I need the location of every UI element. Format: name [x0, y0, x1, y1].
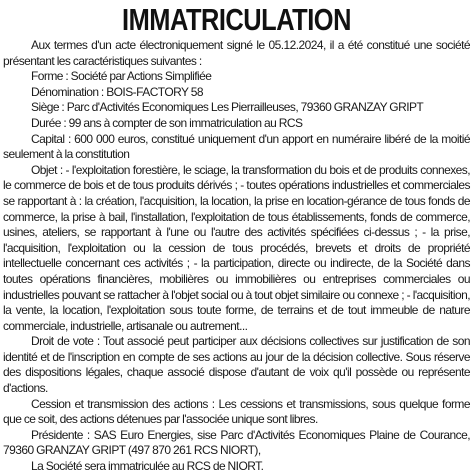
- duree-line: Durée : 99 ans à compter de son immatriculation au RCS: [31, 115, 303, 130]
- droit-de-vote-paragraph: Droit de vote : Tout associé peut participer aux décisions collectives sur justification de son identité et de l'inscription en compte de ses actions au jour de la décision collective. Sous réserve des dispositions légales, chaque associé dispose d'autant de voix qu'il possède ou représente d'actions.: [3, 334, 470, 396]
- cession-paragraph: Cession et transmission des actions : Les cessions et transmissions, sous quelque forme que ce soit, des actions détenues par l'associée unique sont libres.: [3, 396, 470, 427]
- siege-line: Siège : Parc d'Activités Economiques Les Pierrailleuses, 79360 GRANZAY GRIPT: [31, 100, 424, 115]
- capital-paragraph: Capital : 600 000 euros, constitué uniquement d'un apport en numéraire libéré de la moitié seulement à la constitution: [3, 131, 470, 162]
- objet-paragraph: Objet : - l'exploitation forestière, le sciage, la transformation du bois et de produits connexes, le commerce de bois et de tous produits dérivés ; - toutes opérations industrielles et commerciales se rapportant à : la création, l'acquisition, la location, la prise en location-gérance de tous fonds de commerce, la prise à bail, l'installation, l'exploitation de tous établissements, fonds de commerce, usines, ateliers, se rapportant à l'une ou l'autre des activités spécifiées ci-dessus ; - la prise, l'acquisition, l'exploitation ou la cession de tous procédés, brevets et droits de propriété intellectuelle concernant ces activités ; - la participation, directe ou indirecte, de la Société dans toutes opérations financières, mobilières ou immobilières ou entreprises commerciales ou industrielles pouvant se rattacher à l'objet social ou à tout objet similaire ou connexe ; - l'acquisition, la vente, la location, l'exploitation sous toute forme, de terrains et de tout immeuble de nature commerciale, industrielle, artisanale ou autrement...: [3, 162, 470, 333]
- notice-title: IMMATRICULATION: [122, 2, 351, 37]
- denomination-line: Dénomination : BOIS-FACTORY 58: [31, 84, 204, 99]
- notice-body: [3, 38, 470, 475]
- forme-line: Forme : Société par Actions Simplifiée: [31, 69, 212, 84]
- closing-line: La Société sera immatriculée au RCS de NIORT.: [31, 459, 264, 474]
- presidente-paragraph: Présidente : SAS Euro Energies, sise Parc d'Activités Economiques Plaine de Courance, 79360 GRANZAY GRIPT (497 870 261 RCS NIORT),: [3, 427, 470, 458]
- intro-paragraph: Aux termes d'un acte électroniquement signé le 05.12.2024, il a été constitué une société présentant les caractéristiques suivantes :: [3, 38, 470, 68]
